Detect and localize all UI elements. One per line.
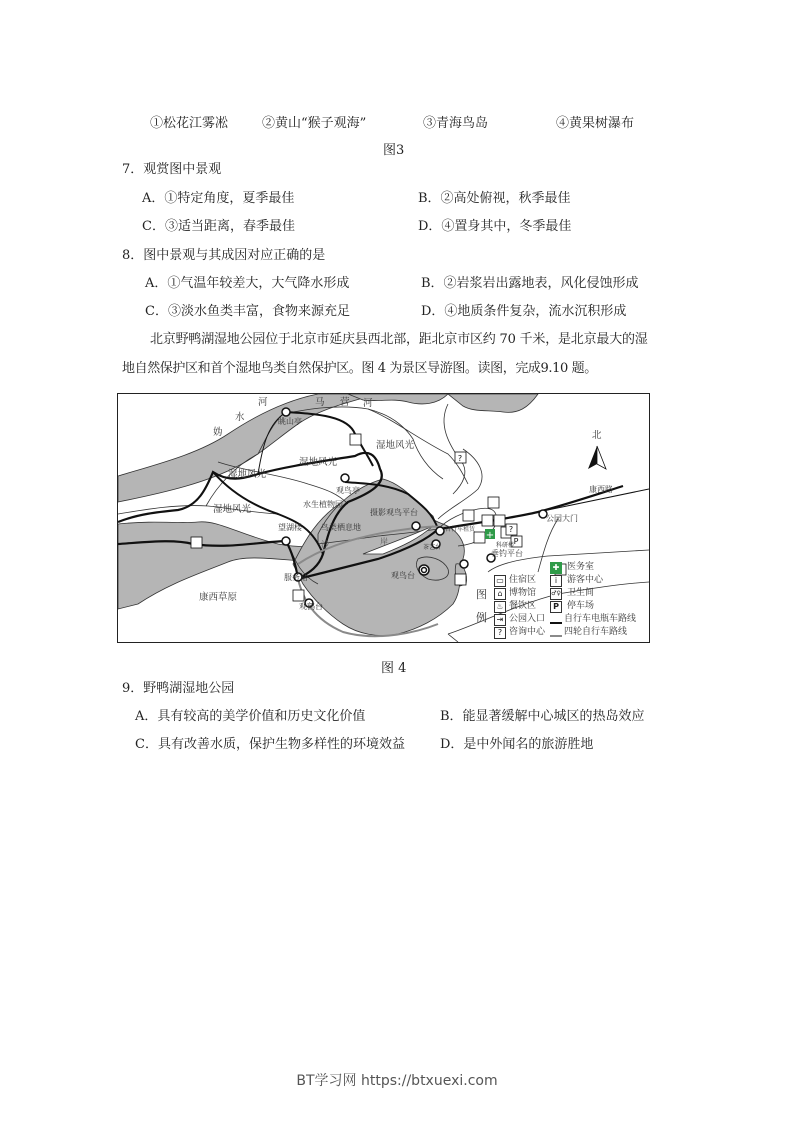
label-guanniaotai: 观鸟台: [391, 571, 415, 580]
label-guanhetai: 观鹤台: [299, 602, 323, 611]
legend-title-1: 图: [476, 588, 487, 601]
dining-icon: ♨: [494, 601, 506, 613]
bike-cart-route-icon: [550, 622, 562, 624]
label-zixingche: 自行车租赁: [445, 526, 476, 533]
q8-option-a: A．①气温年较差大，大气降水形成: [145, 276, 350, 291]
river-label-gui: 妫: [213, 427, 223, 438]
q7-option-c: C．③适当距离，春季最佳: [142, 219, 295, 234]
river-label-he: 河: [258, 397, 268, 408]
label-guanniaoting: 观鸟亭: [336, 486, 360, 495]
legend-label-dining: 餐饮区: [509, 601, 537, 611]
q8-option-c: C．③淡水鱼类丰富，食物来源充足: [145, 304, 350, 319]
label-tiaoshanting: 眺山亭: [278, 417, 302, 426]
q9-option-c: C．具有改善水质，保护生物多样性的环境效益: [135, 737, 405, 752]
label-keyan: 科研楼: [496, 542, 515, 549]
q8-option-b: B．②岩浆岩出露地表，风化侵蚀形成: [421, 276, 639, 291]
label-kangxilu: 康西路: [589, 485, 613, 494]
label-kangxi-caoyuan: 康西草原: [199, 592, 238, 603]
label-fuwuzhan: 服务站: [284, 573, 308, 582]
visitor-center-icon: i: [550, 575, 562, 587]
river-label-he2: 河: [363, 398, 373, 409]
svg-text:+: +: [485, 530, 495, 541]
q7-stem: 7．观赏图中景观: [122, 162, 222, 177]
footer-watermark: BT学习网 https://btxuexi.com: [296, 1073, 498, 1089]
legend-label-restroom: 卫生间: [567, 588, 595, 598]
label-wetland-3: 湿地风光: [228, 469, 267, 480]
q8-option-d: D．④地质条件复杂，流水沉积形成: [421, 304, 627, 319]
svg-text:?: ?: [508, 525, 514, 534]
passage-line-2: 地自然保护区和首个湿地鸟类自然保护区。图 4 为景区导游图。读图，完成9.10 题。: [122, 361, 597, 376]
north-label: 北: [592, 430, 602, 441]
restroom-icon: ♂♀: [550, 588, 562, 600]
legend-label-park-entrance: 公园入口: [509, 614, 546, 624]
park-entrance-icon: ⇥: [494, 614, 506, 626]
legend-label-museum: 博物馆: [509, 588, 537, 598]
legend-label-visitor-center: 游客中心: [567, 575, 604, 585]
legend-label-lodging: 住宿区: [509, 575, 537, 585]
river-label-ma: 马: [315, 397, 325, 408]
figure3-caption: 图3: [383, 143, 405, 158]
legend-label-bike-cart-route: 自行车电瓶车路线: [564, 614, 637, 624]
q8-stem: 8．图中景观与其成因对应正确的是: [122, 248, 326, 263]
label-wetland-4: 湿地风光: [213, 504, 252, 515]
river-label-shui: 水: [235, 412, 245, 423]
q9-option-b: B．能显著缓解中心城区的热岛效应: [440, 709, 645, 724]
lodging-icon: ▭: [494, 575, 506, 587]
q9-option-a: A．具有较高的美学价值和历史文化价值: [135, 709, 366, 724]
legend-label-parking: 停车场: [567, 601, 595, 611]
label-wanghulou: 望湖楼: [278, 523, 302, 532]
q7-option-b: B．②高处俯视，秋季最佳: [418, 191, 571, 206]
figure4-caption: 图 4: [381, 661, 407, 676]
legend-title-2: 例: [476, 611, 487, 624]
label-chayi: 茶艺台: [423, 544, 442, 551]
label-gongyuan-damen: 公园大门: [546, 514, 578, 523]
label-shuisheng: 水生植物园: [303, 500, 343, 509]
label-niaolei: 鸟类栖息地: [321, 523, 361, 532]
svg-text:P: P: [513, 537, 519, 546]
label-sha: 沙: [321, 540, 329, 549]
q7-option-a: A．①特定角度，夏季最佳: [142, 191, 295, 206]
legend-label-quad-bike-route: 四轮自行车路线: [564, 627, 628, 637]
clinic-icon: ✚: [550, 562, 562, 574]
museum-icon: ⌂: [494, 588, 506, 600]
q9-stem: 9．野鸭湖湿地公园: [122, 681, 235, 696]
q7-option-d: D．④置身其中，冬季最佳: [418, 219, 572, 234]
park-map: [117, 393, 650, 643]
legend-label-clinic: 医务室: [567, 562, 595, 572]
figure3-item-3: ③青海鸟岛: [423, 116, 489, 131]
label-wetland-2: 湿地风光: [299, 457, 338, 468]
figure3-item-1: ①松花江雾凇: [150, 116, 229, 131]
q9-option-d: D．是中外闻名的旅游胜地: [440, 737, 594, 752]
quad-bike-route-icon: [550, 635, 562, 637]
svg-text:?: ?: [457, 454, 463, 463]
label-chuidiao: 垂钓平台: [491, 549, 523, 558]
info-center-icon: ?: [494, 627, 506, 639]
legend-label-info-center: 咨询中心: [509, 627, 546, 637]
label-wetland-1: 湿地风光: [376, 440, 415, 451]
figure3-item-2: ②黄山“猴子观海”: [262, 116, 367, 131]
passage-line-1: 北京野鸭湖湿地公园位于北京市延庆县西北部，距北京市区约 70 千米，是北京最大的湿: [150, 332, 648, 347]
label-sheying: 摄影观鸟平台: [370, 508, 418, 517]
river-label-ying: 营: [340, 397, 350, 408]
parking-icon: P: [550, 601, 562, 613]
label-an: 岸: [380, 537, 388, 546]
figure3-item-4: ④黄果树瀑布: [556, 116, 635, 131]
